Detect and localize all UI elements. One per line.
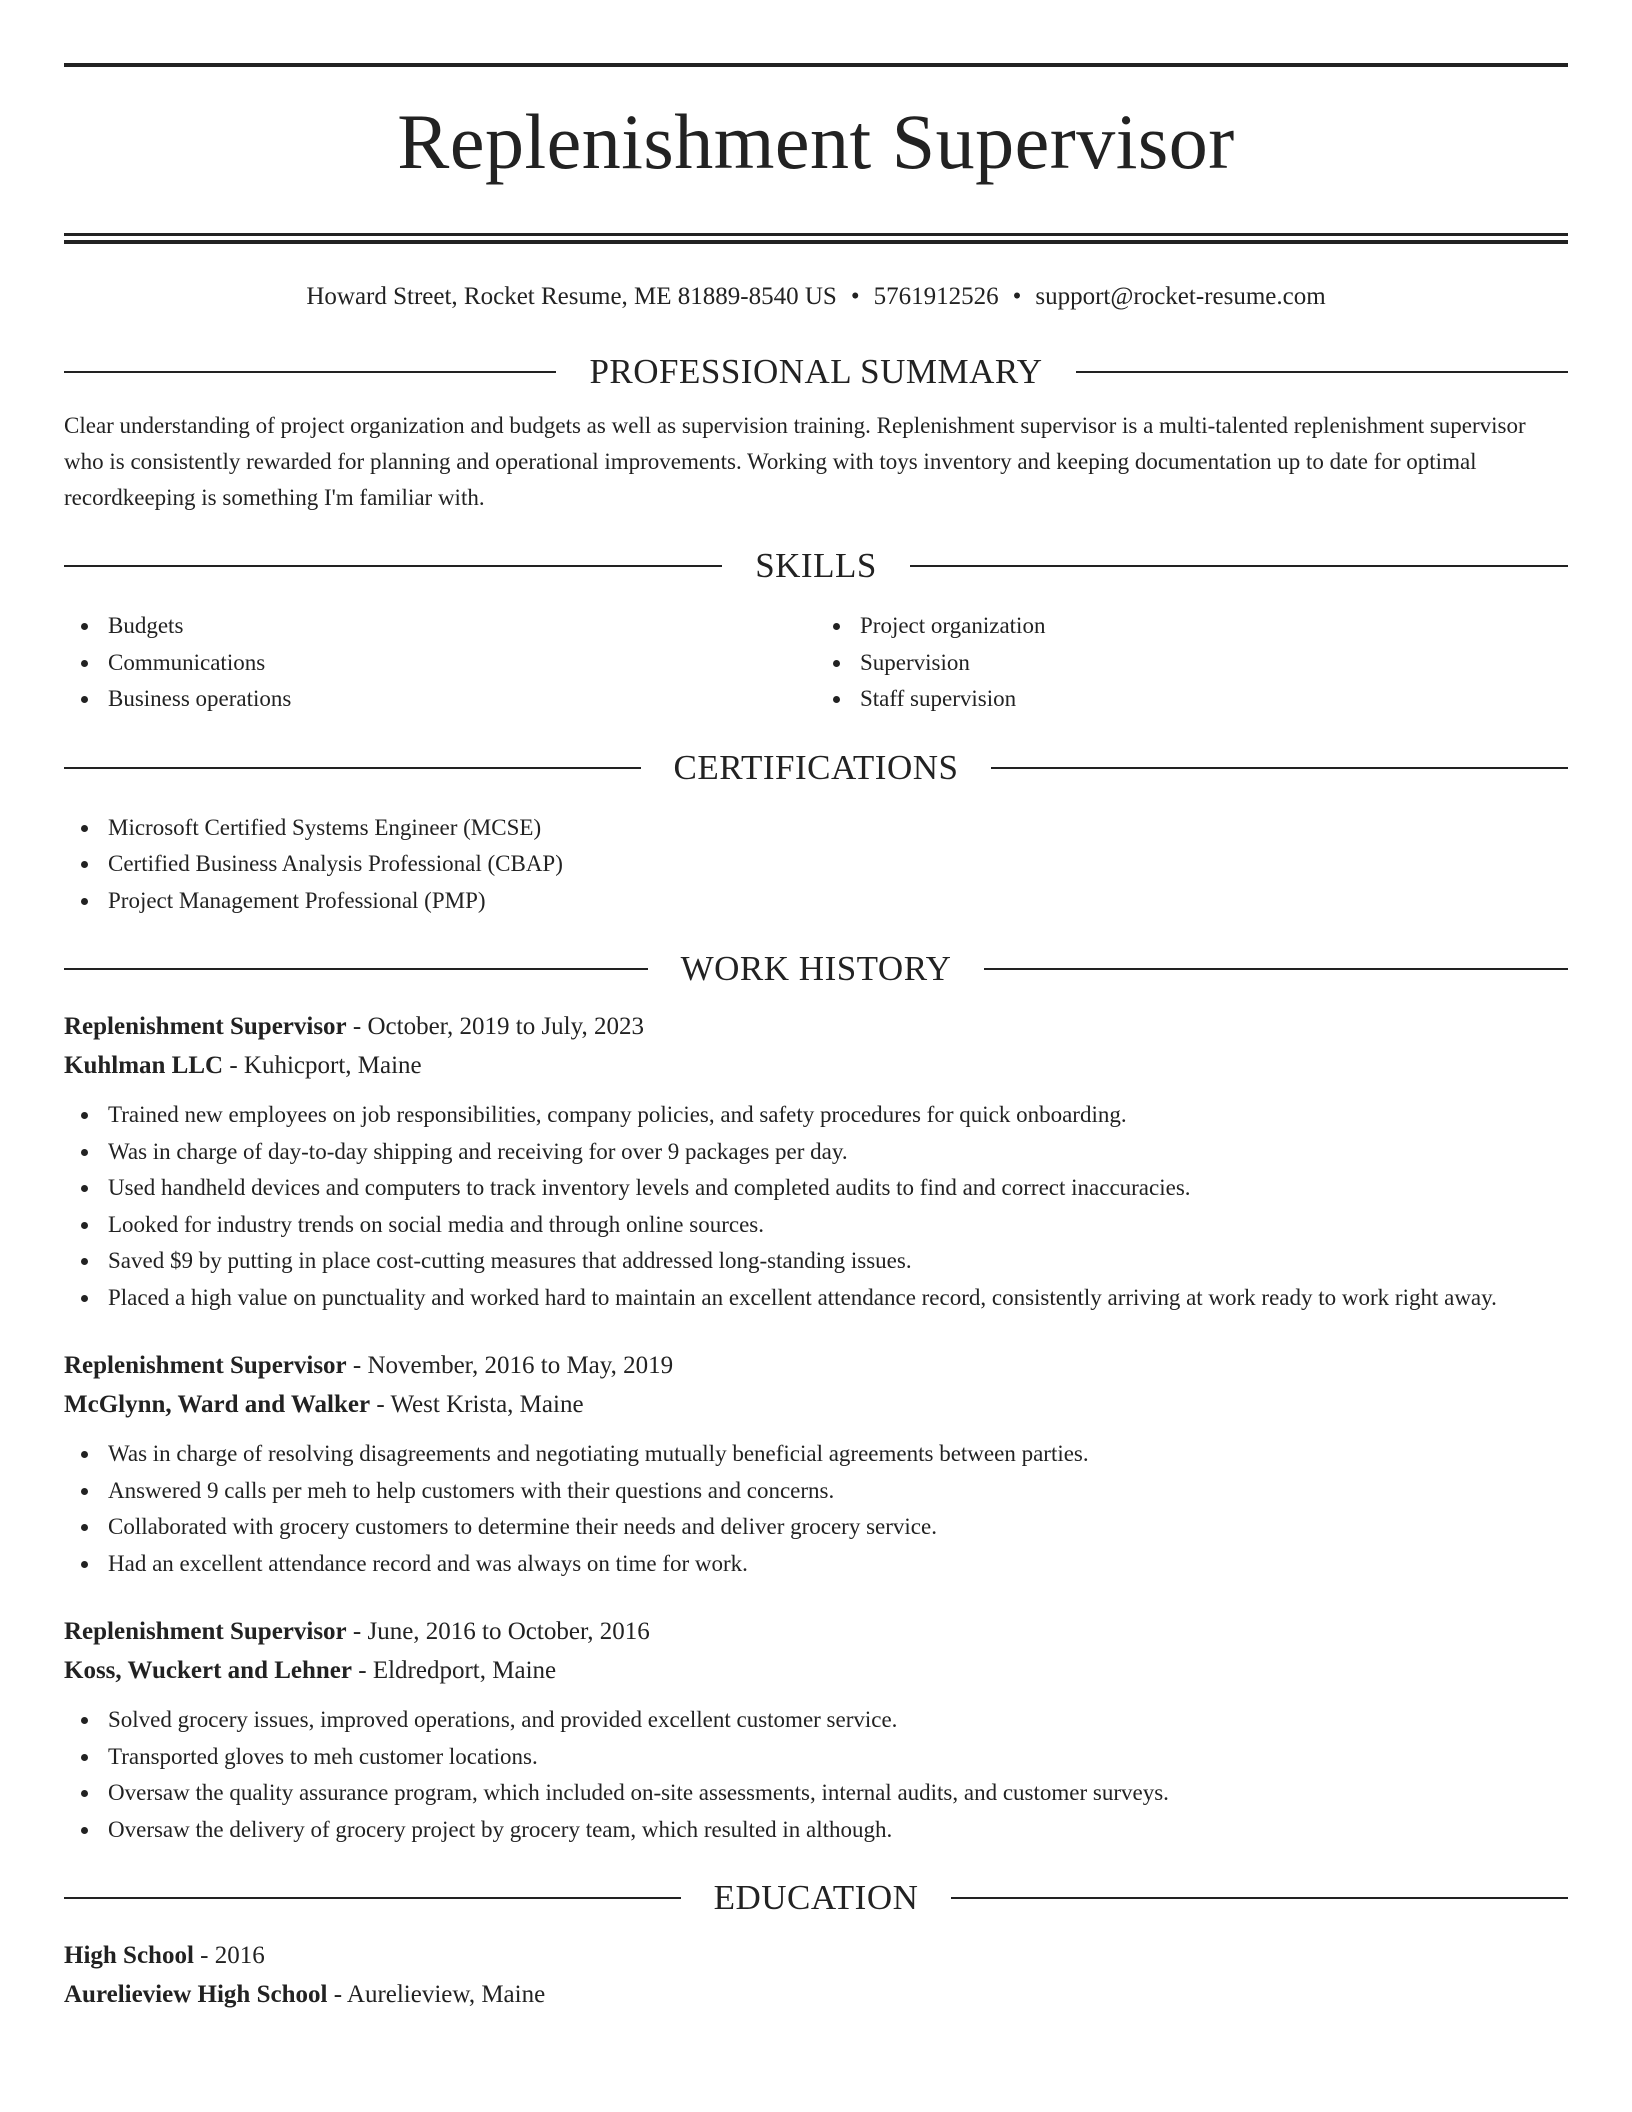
section-title: SKILLS bbox=[755, 546, 877, 585]
job-dates: - June, 2016 to October, 2016 bbox=[346, 1618, 650, 1645]
divider-line bbox=[951, 1897, 1568, 1899]
divider-line bbox=[64, 371, 556, 373]
skill-item: Project organization bbox=[816, 608, 1568, 645]
job-bullet: Trained new employees on job responsibilities, company policies, and safety procedures for quick onboarding. bbox=[64, 1097, 1568, 1134]
job-company: Kuhlman LLC bbox=[64, 1052, 224, 1079]
job-location: - Eldredport, Maine bbox=[352, 1657, 557, 1684]
resume-name: Replenishment Supervisor bbox=[397, 98, 1235, 185]
section-title: WORK HISTORY bbox=[680, 949, 952, 988]
job-bullets bbox=[64, 1702, 1568, 1848]
skill-item: Communications bbox=[64, 645, 816, 682]
job-bullet: Was in charge of day-to-day shipping and receiving for over 9 packages per day. bbox=[64, 1134, 1568, 1171]
skills-column-right bbox=[816, 608, 1568, 718]
job-title: Replenishment Supervisor bbox=[64, 1618, 347, 1645]
section-title: PROFESSIONAL SUMMARY bbox=[589, 352, 1043, 391]
skills-column-left bbox=[64, 608, 816, 718]
job-location: - Kuhicport, Maine bbox=[223, 1052, 422, 1079]
contact-address: Howard Street, Rocket Resume, ME 81889-8540 US bbox=[306, 283, 837, 310]
divider-line bbox=[64, 565, 722, 567]
contact-phone: 5761912526 bbox=[873, 283, 999, 310]
education-school: Aurelieview High School bbox=[64, 1981, 328, 2008]
job-bullet: Saved $9 by putting in place cost-cutting measures that addressed long-standing issues. bbox=[64, 1243, 1568, 1280]
skill-item: Supervision bbox=[816, 645, 1568, 682]
job-dates: - November, 2016 to May, 2019 bbox=[346, 1352, 674, 1379]
skill-item: Business operations bbox=[64, 681, 816, 718]
section-heading-skills bbox=[64, 546, 1568, 586]
job-bullet: Oversaw the quality assurance program, which included on-site assessments, internal audits, and customer surveys. bbox=[64, 1775, 1568, 1812]
job-bullet: Answered 9 calls per meh to help customers with their questions and concerns. bbox=[64, 1473, 1568, 1510]
job-bullet: Used handheld devices and computers to track inventory levels and completed audits to find and correct inaccuracies. bbox=[64, 1170, 1568, 1207]
divider-line bbox=[1076, 371, 1568, 373]
section-title: CERTIFICATIONS bbox=[673, 747, 959, 787]
job-title: Replenishment Supervisor bbox=[64, 1352, 347, 1379]
divider-line bbox=[991, 767, 1568, 769]
job-bullet: Oversaw the delivery of grocery project by grocery team, which resulted in although. bbox=[64, 1812, 1568, 1849]
top-rule bbox=[64, 63, 1568, 67]
job-company: McGlynn, Ward and Walker bbox=[64, 1391, 371, 1418]
job-bullet: Transported gloves to meh customer locations. bbox=[64, 1739, 1568, 1776]
contact-separator: • bbox=[850, 283, 860, 310]
education-location: - Aurelieview, Maine bbox=[327, 1981, 546, 2008]
contact-email: support@rocket-resume.com bbox=[1035, 283, 1326, 310]
job-bullet: Had an excellent attendance record and was always on time for work. bbox=[64, 1546, 1568, 1583]
section-heading-certifications bbox=[64, 748, 1568, 788]
education-degree: High School bbox=[64, 1942, 194, 1969]
contact-line bbox=[64, 282, 1568, 312]
job-entry bbox=[64, 1346, 1568, 1582]
education-school-line bbox=[64, 1975, 1568, 2014]
divider-line bbox=[910, 565, 1568, 567]
job-bullet: Looked for industry trends on social media and through online sources. bbox=[64, 1207, 1568, 1244]
section-heading-education bbox=[64, 1878, 1568, 1918]
job-company-line bbox=[64, 1385, 1568, 1424]
job-company-line bbox=[64, 1651, 1568, 1690]
job-bullet: Collaborated with grocery customers to determine their needs and deliver grocery service. bbox=[64, 1509, 1568, 1546]
section-heading-work-history bbox=[64, 949, 1568, 989]
education-degree-line bbox=[64, 1936, 1568, 1975]
name-double-rule bbox=[64, 233, 1568, 244]
job-entry bbox=[64, 1612, 1568, 1848]
job-bullets bbox=[64, 1097, 1568, 1316]
certification-item: Project Management Professional (PMP) bbox=[64, 883, 1568, 920]
job-title-line bbox=[64, 1346, 1568, 1385]
section-heading-summary bbox=[64, 352, 1568, 392]
job-bullets bbox=[64, 1436, 1568, 1582]
certification-item: Certified Business Analysis Professional (CBAP) bbox=[64, 846, 1568, 883]
divider-line bbox=[64, 1897, 681, 1899]
section-title: EDUCATION bbox=[713, 1878, 919, 1917]
job-dates: - October, 2019 to July, 2023 bbox=[346, 1013, 644, 1040]
education-year: - 2016 bbox=[193, 1942, 265, 1969]
job-title-line bbox=[64, 1612, 1568, 1651]
skill-item: Budgets bbox=[64, 608, 816, 645]
job-location: - West Krista, Maine bbox=[370, 1391, 584, 1418]
divider-line bbox=[64, 968, 648, 970]
certification-item: Microsoft Certified Systems Engineer (MCSE) bbox=[64, 810, 1568, 847]
job-entry bbox=[64, 1007, 1568, 1316]
job-bullet: Solved grocery issues, improved operations, and provided excellent customer service. bbox=[64, 1702, 1568, 1739]
summary-text: Clear understanding of project organization and budgets as well as supervision training. Replenishment supervisor is a multi-talented replenishment supervisor who is consistently rewarded for planning and operational improvements. Working with toys inventory and keeping documentation up to date for optimal recordkeeping is something I'm familiar with. bbox=[64, 413, 1526, 510]
job-title: Replenishment Supervisor bbox=[64, 1013, 347, 1040]
job-company: Koss, Wuckert and Lehner bbox=[64, 1657, 353, 1684]
job-company-line bbox=[64, 1046, 1568, 1085]
certifications-list bbox=[64, 810, 1568, 920]
divider-line bbox=[984, 968, 1568, 970]
job-title-line bbox=[64, 1007, 1568, 1046]
education-entry bbox=[64, 1936, 1568, 2014]
skills-list bbox=[64, 608, 1568, 718]
contact-separator: • bbox=[1012, 283, 1022, 310]
job-bullet: Placed a high value on punctuality and worked hard to maintain an excellent attendance record, consistently arriving at work ready to work right away. bbox=[64, 1280, 1568, 1317]
job-bullet: Was in charge of resolving disagreements and negotiating mutually beneficial agreements between parties. bbox=[64, 1436, 1568, 1473]
skill-item: Staff supervision bbox=[816, 681, 1568, 718]
divider-line bbox=[64, 767, 641, 769]
